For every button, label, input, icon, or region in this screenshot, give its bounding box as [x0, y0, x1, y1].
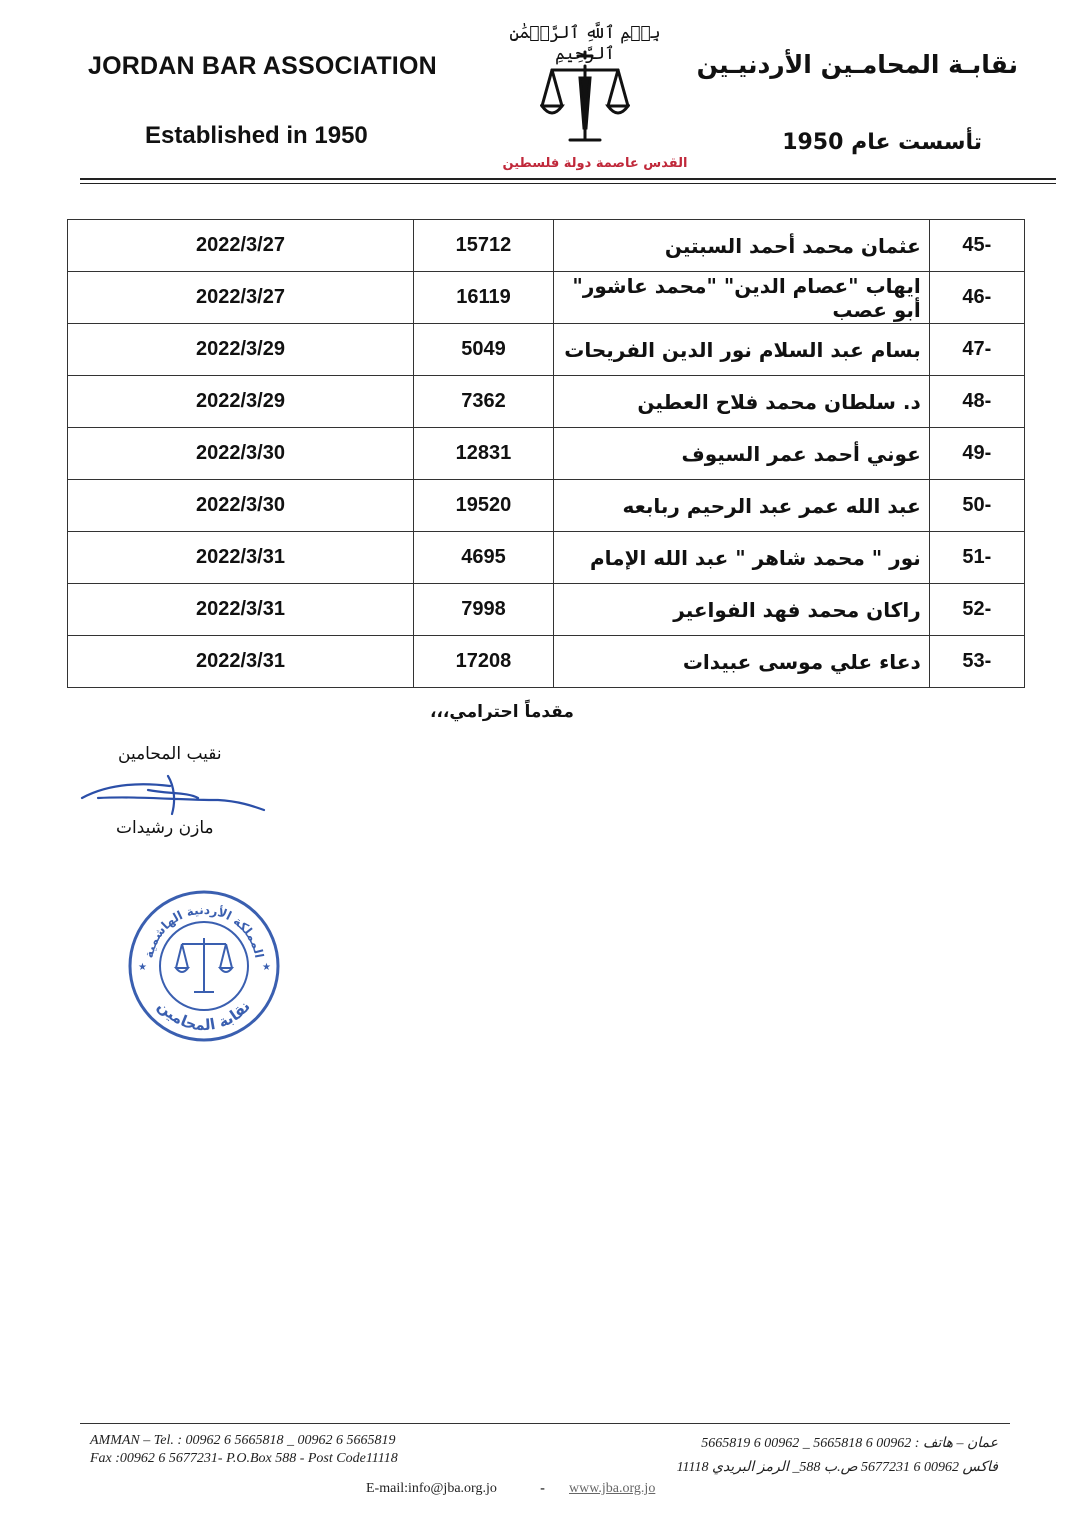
- handwritten-signature: [78, 770, 268, 820]
- row-name: دعاء علي موسى عبيدات: [554, 636, 930, 688]
- table-row: [68, 636, 1025, 688]
- row-name: عوني أحمد عمر السيوف: [554, 428, 930, 480]
- row-date: 2022/3/30: [68, 428, 414, 480]
- stamp-star-right-icon: ★: [262, 962, 271, 973]
- footer-phone-ar: عمان – هاتف : 00962 6 5665818 _ 00962 6 5665819: [701, 1436, 998, 1451]
- row-name: ايهاب "عصام الدين" "محمد عاشور" أبو عصب: [554, 272, 930, 324]
- footer-fax-ar: فاكس 00962 6 5677231 ص.ب 588_ الرمز البريدي 11118: [676, 1460, 998, 1475]
- row-number: 17208: [413, 636, 553, 688]
- header-divider: [80, 178, 1056, 180]
- header-title-en: JORDAN BAR ASSOCIATION: [88, 52, 437, 80]
- table-row: [68, 532, 1025, 584]
- header-title-ar: نقابـة المحامـين الأردنيـين: [696, 50, 1018, 79]
- row-date: 2022/3/29: [68, 324, 414, 376]
- footer-fax-en: Fax :00962 6 5677231- P.O.Box 588 - Post Code11118: [90, 1451, 398, 1466]
- row-number: 15712: [413, 220, 553, 272]
- row-number: 5049: [413, 324, 553, 376]
- table-row: [68, 272, 1025, 324]
- row-index: 52-: [929, 584, 1024, 636]
- footer-website-link[interactable]: www.jba.org.jo: [569, 1481, 656, 1496]
- row-number: 19520: [413, 480, 553, 532]
- row-name: د. سلطان محمد فلاح العطين: [554, 376, 930, 428]
- signatory-name: مازن رشيدات: [116, 818, 214, 838]
- row-date: 2022/3/27: [68, 220, 414, 272]
- footer-contact-ar: [677, 1432, 998, 1480]
- table-row: [68, 480, 1025, 532]
- row-index: 50-: [929, 480, 1024, 532]
- row-number: 12831: [413, 428, 553, 480]
- table-row: [68, 584, 1025, 636]
- row-date: 2022/3/27: [68, 272, 414, 324]
- row-number: 4695: [413, 532, 553, 584]
- row-number: 7998: [413, 584, 553, 636]
- row-name: راكان محمد فهد الفواعير: [554, 584, 930, 636]
- row-index: 51-: [929, 532, 1024, 584]
- table-row: [68, 376, 1025, 428]
- stamp-star-left-icon: ★: [138, 962, 147, 973]
- row-date: 2022/3/31: [68, 532, 414, 584]
- row-index: 46-: [929, 272, 1024, 324]
- scales-of-justice-logo: [540, 48, 630, 148]
- row-date: 2022/3/31: [68, 636, 414, 688]
- stamp-text-bottom: نقابة المحامين: [154, 997, 254, 1035]
- row-index: 48-: [929, 376, 1024, 428]
- header-established-ar: تأسست عام 1950: [782, 130, 982, 155]
- footer-contact-en: [90, 1432, 398, 1468]
- row-number: 7362: [413, 376, 553, 428]
- row-name: عبد الله عمر عبد الرحيم ربابعه: [554, 480, 930, 532]
- row-index: 45-: [929, 220, 1024, 272]
- header-established-en: Established in 1950: [145, 122, 368, 149]
- row-name: بسام عبد السلام نور الدين الفريحات: [554, 324, 930, 376]
- table-row: [68, 428, 1025, 480]
- footer-email[interactable]: E-mail:info@jba.org.jo: [366, 1481, 497, 1496]
- footer-separator: -: [540, 1481, 546, 1497]
- row-index: 49-: [929, 428, 1024, 480]
- row-date: 2022/3/29: [68, 376, 414, 428]
- header-divider-thin: [80, 183, 1056, 184]
- signatory-title: نقيب المحامين: [118, 744, 222, 764]
- footer-phone-en: AMMAN – Tel. : 00962 6 5665818 _ 00962 6 5665819: [90, 1433, 396, 1448]
- row-name: نور " محمد شاهر " عبد الله الإمام: [554, 532, 930, 584]
- row-name: عثمان محمد أحمد السبتين: [554, 220, 930, 272]
- row-date: 2022/3/31: [68, 584, 414, 636]
- table-row: [68, 324, 1025, 376]
- row-number: 16119: [413, 272, 553, 324]
- members-table: [67, 219, 1025, 688]
- row-index: 53-: [929, 636, 1024, 688]
- svg-text:نقابة المحامين: [154, 997, 254, 1034]
- stamp-text-top: المملكة الأردنية الهاشمية: [141, 902, 267, 960]
- official-stamp: [124, 886, 284, 1046]
- closing-text: مقدماً احترامي،،،: [430, 702, 574, 722]
- footer-divider: [80, 1423, 1010, 1424]
- header-motto: القدس عاصمة دولة فلسطين: [502, 156, 688, 171]
- basmala: بِسۡمِ ٱللَّهِ ٱلرَّحۡمَٰنِ ٱلرَّحِيمِ: [509, 23, 661, 64]
- table-row: [68, 220, 1025, 272]
- row-date: 2022/3/30: [68, 480, 414, 532]
- row-index: 47-: [929, 324, 1024, 376]
